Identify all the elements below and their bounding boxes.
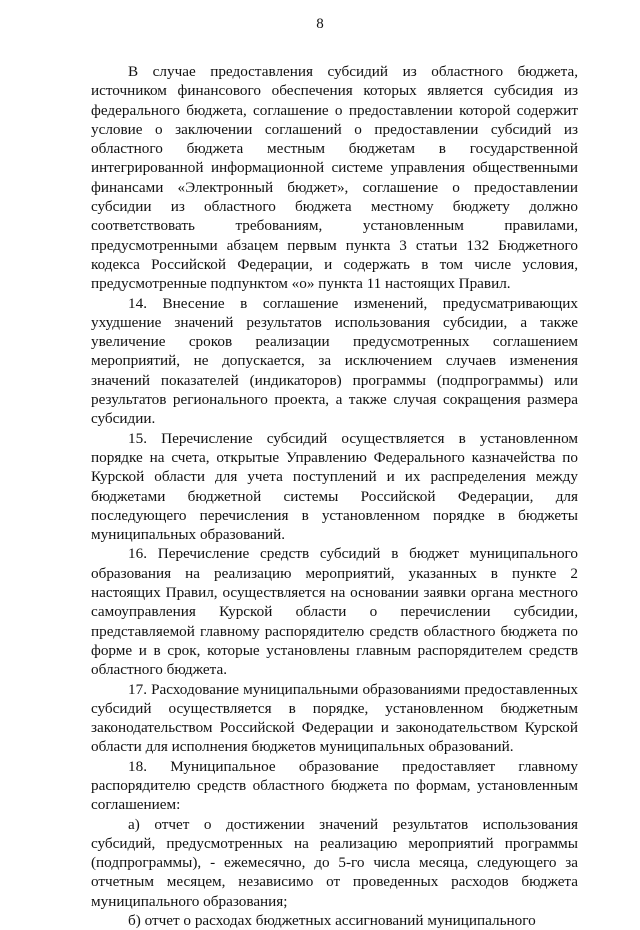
paragraph-17-subsidy-spending: 17. Расходование муниципальными образованиями предоставленных субсидий осуществляется в порядке, установленном бюджетным законодательством Российской Федерации и законодательством Курской области для исполнения бюджетов муниципальных образований. [91, 680, 578, 756]
paragraph-15-subsidy-transfer: 15. Перечисление субсидий осуществляется в установленном порядке на счета, открытые Управлению Федерального казначейства по Курской области для учета поступлений и их распределения между бюджетами бюджетной системы Российской Федерации, для последующего перечисления в установленном порядке в бюджеты муниципальных образований. [91, 429, 578, 544]
paragraph-16-municipal-transfer: 16. Перечисление средств субсидий в бюджет муниципального образования на реализацию мероприятий, указанных в пункте 2 настоящих Правил, осуществляется на основании заявки органа местного самоуправления Курской области о перечислении субсидии, представляемой главному распорядителю средств областного бюджета по форме и в срок, которые установлены главным распорядителем средств областного бюджета. [91, 545, 578, 679]
page-number: 8 [316, 16, 324, 32]
paragraph-14-agreement-changes: 14. Внесение в соглашение изменений, предусматривающих ухудшение значений результатов использования субсидии, а также увеличение сроков реализации предусмотренных соглашением мероприятий, не допускается, за исключением случаев изменения значений показателей (индикаторов) программы (подпрограммы) или результатов регионального проекта, а также случая сокращения размера субсидии. [91, 294, 578, 428]
paragraph-18a-results-report: а) отчет о достижении значений результатов использования субсидий, предусмотренных на реализацию мероприятий программы (подпрограммы), - ежемесячно, до 5-го числа месяца, следующего за отчетным месяцем, независимо от проведенных расходов бюджета муниципального образования; [91, 815, 578, 910]
paragraph-18b-expenses-report: б) отчет о расходах бюджетных ассигнований муниципального [128, 912, 536, 930]
paragraph-subsidy-federal-source: В случае предоставления субсидий из областного бюджета, источником финансового обеспечения которых является субсидия из федерального бюджета, соглашение о предоставлении которой содержит условие о заключении соглашений о предоставлении субсидий из областного бюджета местным бюджетам в государственной интегрированной информационной системе управления общественными финансами «Электронный бюджет», соглашение о предоставлении субсидии из областного бюджета местному бюджету должно соответствовать требованиям, установленным правилами, предусмотренными абзацем первым пункта 3 статьи 132 Бюджетного кодекса Российской Федерации, и содержать в том числе условия, предусмотренные подпунктом «о» пункта 11 настоящих Правил. [91, 63, 578, 293]
document-body [91, 62, 578, 930]
paragraph-18-reporting: 18. Муниципальное образование предоставляет главному распорядителю средств областного бюджета по формам, установленным соглашением: [91, 757, 578, 814]
